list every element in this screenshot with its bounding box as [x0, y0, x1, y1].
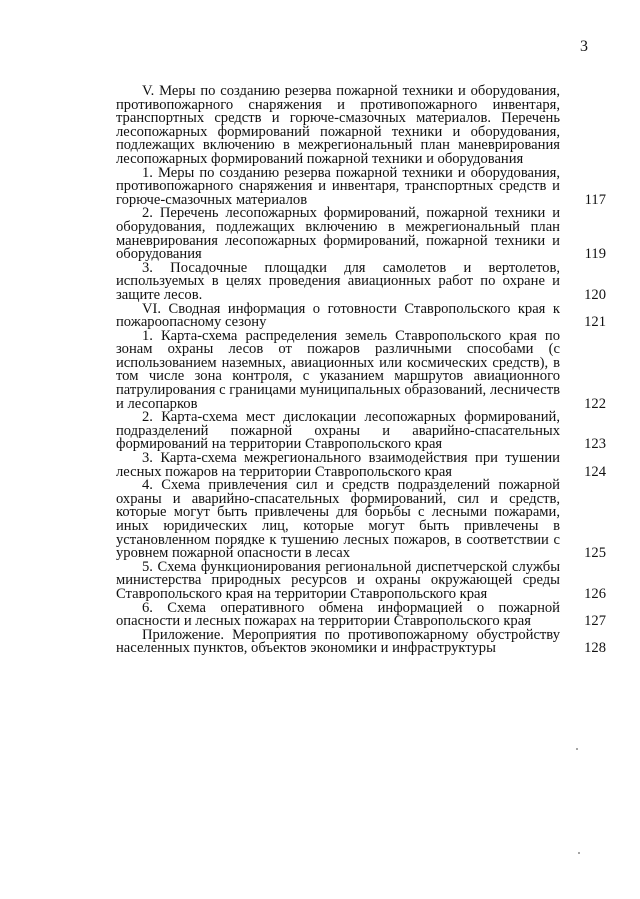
toc-entry-section-v — [116, 85, 606, 167]
toc-entry-v-1 — [116, 164, 606, 208]
toc-entry-page: 120 — [584, 286, 606, 303]
toc-entry-page: 119 — [584, 246, 606, 263]
page-number: 3 — [580, 38, 588, 55]
toc-entry-vi-1 — [116, 327, 606, 412]
toc-entry-section-vi — [116, 300, 606, 331]
toc-entry-text: 5. Схема функционирования региональной диспетчерской службы министерства природных ресурсов и охраны окружающей среды Ставропольского края на территории Ставропольского края — [116, 558, 560, 602]
toc-entry-text: VI. Сводная информация о готовности Ставропольского края к пожароопасному сезону — [116, 300, 560, 331]
toc-entry-page: 117 — [584, 191, 606, 208]
toc-entry-text: 4. Схема привлечения сил и средств подразделений пожарной охраны и аварийно-спасательных формирований, сил и средств, которые могут быть привлечены для борьбы с лесными пожарами, иных юридических лиц, которые могут быть привлечены в установленном порядке к тушению лесных пожаров, в соответствии с уровнем пожарной опасности в лесах — [116, 477, 560, 562]
toc-entry-page: 127 — [584, 613, 606, 630]
toc-entry-page: 121 — [584, 314, 606, 331]
toc-entry-text: 1. Карта-схема распределения земель Ставропольского края по зонам охраны лесов от пожаров различными способами (с использованием наземных, авиационных или космических средств), в том числе зона контроля, с указанием маршрутов авиационного патрулирования с границами муниципальных образований, лесничеств и лесопарков — [116, 327, 560, 412]
toc-entry-vi-2 — [116, 411, 606, 452]
toc-entry-page: 126 — [584, 585, 606, 602]
toc-entry-v-3 — [116, 259, 606, 303]
toc-entry-v-2 — [116, 207, 606, 261]
toc-entry-vi-5 — [116, 558, 606, 602]
toc-entry-vi-4 — [116, 479, 606, 561]
toc-entry-text: Приложение. Мероприятия по противопожарному обустройству населенных пунктов, объектов экономики и инфраструктуры — [116, 626, 560, 657]
toc-entry-text: 3. Карта-схема межрегионального взаимодействия при тушении лесных пожаров на территории Ставропольского края — [116, 450, 560, 480]
toc-entry-text: 2. Карта-схема мест дислокации лесопожарных формирований, подразделений пожарной охраны и аварийно-спасательных формирований на территории Ставропольского края — [116, 409, 560, 453]
scan-speck — [578, 852, 580, 854]
toc-entry-text: 6. Схема оперативного обмена информацией о пожарной опасности и лесных пожарах на территории Ставропольского края — [116, 599, 560, 630]
toc-entry-page: 128 — [584, 640, 606, 657]
toc-entry-vi-6 — [116, 599, 606, 630]
toc-entry-page: 122 — [584, 395, 606, 412]
table-of-contents — [116, 85, 606, 656]
toc-entry-appendix — [116, 626, 606, 657]
toc-entry-page: 125 — [584, 545, 606, 562]
scan-speck — [576, 748, 578, 750]
toc-entry-vi-3 — [116, 452, 606, 479]
toc-entry-text: 3. Посадочные площадки для самолетов и вертолетов, используемых в целях проведения авиационных работ по охране и защите лесов. — [116, 259, 560, 303]
toc-entry-page: 124 — [584, 463, 606, 480]
toc-entry-text: V. Меры по созданию резерва пожарной техники и оборудования, противопожарного снаряжения и противопожарного инвентаря, транспортных средств и горюче-смазочных материалов. Перечень лесопожарных формирований пожарной техники и оборудования, подлежащих включению в межрегиональный план маневрирования лесопожарных формирований пожарной техники и оборудования — [116, 83, 560, 167]
toc-entry-page: 123 — [584, 436, 606, 453]
toc-entry-text: 2. Перечень лесопожарных формирований, пожарной техники и оборудования, подлежащих включению в межрегиональный план маневрирования лесопожарных формирований, пожарной техники и оборудования — [116, 205, 560, 263]
toc-entry-text: 1. Меры по созданию резерва пожарной техники и оборудования, противопожарного снаряжения и инвентаря, транспортных средств и горюче-смазочных материалов — [116, 164, 560, 208]
